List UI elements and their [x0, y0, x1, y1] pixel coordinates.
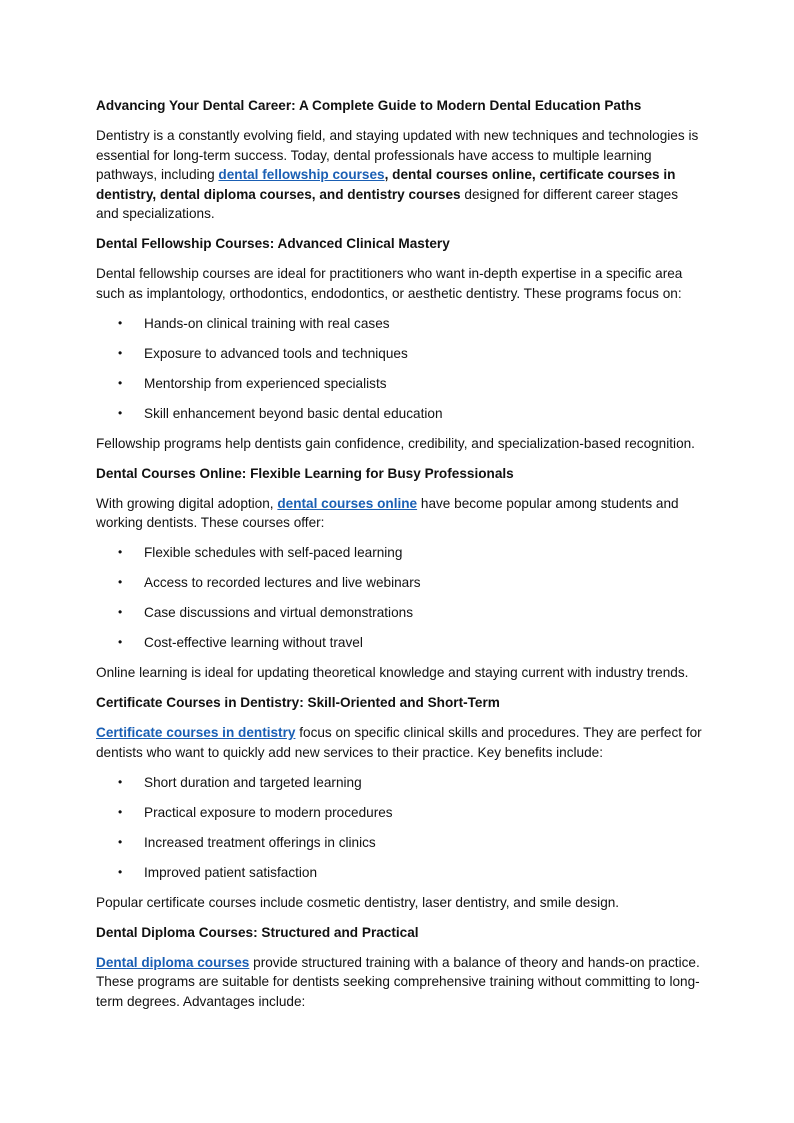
intro-text-1: Dentistry is a constantly evolving field, and staying updated with new techniques and technologies is essential for long-term success. Today, dental professionals have access to multiple learning pathways, including [96, 128, 699, 182]
online-text-2: have become popular among students and working dentists. These courses offer: [96, 495, 679, 530]
bullet-icon: • [118, 345, 123, 360]
diploma-heading: Dental Diploma Courses: Structured and Practical [96, 924, 419, 940]
list-item-text: Access to recorded lectures and live webinars [144, 575, 421, 590]
bullet-icon: • [118, 315, 123, 330]
bullet-icon: • [118, 575, 123, 589]
certificate-intro [96, 723, 702, 762]
bullet-icon: • [118, 375, 123, 390]
online-intro [96, 494, 702, 533]
list-item [96, 374, 702, 394]
bullet-icon: • [118, 545, 123, 559]
bullet-icon: • [118, 774, 123, 789]
list-item-text: Case discussions and virtual demonstrations [144, 605, 413, 620]
bullet-icon: • [118, 864, 123, 879]
list-item-text: Flexible schedules with self-paced learning [144, 545, 403, 560]
list-item [96, 404, 702, 424]
online-list [96, 543, 702, 653]
list-item-text: Exposure to advanced tools and techniques [144, 345, 408, 361]
online-heading: Dental Courses Online: Flexible Learning for Busy Professionals [96, 465, 514, 481]
certificate-heading: Certificate Courses in Dentistry: Skill-Oriented and Short-Term [96, 695, 500, 710]
certificate-courses-link[interactable]: Certificate courses in dentistry [96, 725, 296, 740]
intro-paragraph [96, 126, 702, 224]
certificate-text-1: focus on specific clinical skills and procedures. They are perfect for dentists who want to quickly add new services to their practice. Key benefits include: [96, 725, 702, 760]
document-page [96, 96, 702, 1022]
list-item-text: Cost-effective learning without travel [144, 635, 363, 650]
list-item-text: Increased treatment offerings in clinics [144, 834, 376, 850]
list-item-text: Hands-on clinical training with real cases [144, 315, 390, 331]
list-item [96, 833, 702, 853]
fellowship-outro: Fellowship programs help dentists gain confidence, credibility, and specialization-based recognition. [96, 435, 695, 451]
bullet-icon: • [118, 605, 123, 619]
fellowship-intro: Dental fellowship courses are ideal for practitioners who want in-depth expertise in a specific area such as implantology, orthodontics, endodontics, or aesthetic dentistry. These programs focus on: [96, 266, 683, 301]
certificate-list [96, 773, 702, 883]
list-item [96, 633, 702, 653]
list-item [96, 863, 702, 883]
fellowship-list [96, 314, 702, 424]
dental-diploma-courses-link[interactable]: Dental diploma courses [96, 954, 250, 970]
list-item-text: Practical exposure to modern procedures [144, 804, 393, 820]
bullet-icon: • [118, 405, 123, 420]
bullet-icon: • [118, 635, 123, 649]
certificate-outro: Popular certificate courses include cosmetic dentistry, laser dentistry, and smile design. [96, 894, 620, 910]
online-outro: Online learning is ideal for updating theoretical knowledge and staying current with industry trends. [96, 665, 689, 680]
list-item [96, 573, 702, 593]
list-item-text: Short duration and targeted learning [144, 774, 362, 790]
dental-courses-online-link[interactable]: dental courses online [277, 495, 418, 511]
intro-text-2: designed for different career stages and specializations. [96, 186, 678, 221]
intro-bold-text: , dental courses online, certificate courses in dentistry, dental diploma courses, and dentistry courses [96, 167, 676, 202]
list-item [96, 344, 702, 364]
list-item [96, 603, 702, 623]
diploma-intro [96, 953, 702, 1012]
list-item [96, 543, 702, 563]
dental-fellowship-courses-link[interactable]: dental fellowship courses [218, 167, 385, 182]
list-item [96, 314, 702, 334]
fellowship-heading: Dental Fellowship Courses: Advanced Clinical Mastery [96, 236, 450, 251]
online-text-1: With growing digital adoption, [96, 495, 278, 511]
list-item-text: Improved patient satisfaction [144, 864, 318, 880]
bullet-icon: • [118, 834, 123, 849]
list-item-text: Mentorship from experienced specialists [144, 375, 387, 391]
list-item-text: Skill enhancement beyond basic dental education [144, 405, 443, 421]
diploma-text-1: provide structured training with a balance of theory and hands-on practice. These programs are suitable for dentists seeking comprehensive training without committing to long-term degrees. Advantages include: [96, 954, 700, 1009]
document-title: Advancing Your Dental Career: A Complete Guide to Modern Dental Education Paths [96, 98, 642, 113]
list-item [96, 773, 702, 793]
list-item [96, 803, 702, 823]
bullet-icon: • [118, 804, 123, 819]
